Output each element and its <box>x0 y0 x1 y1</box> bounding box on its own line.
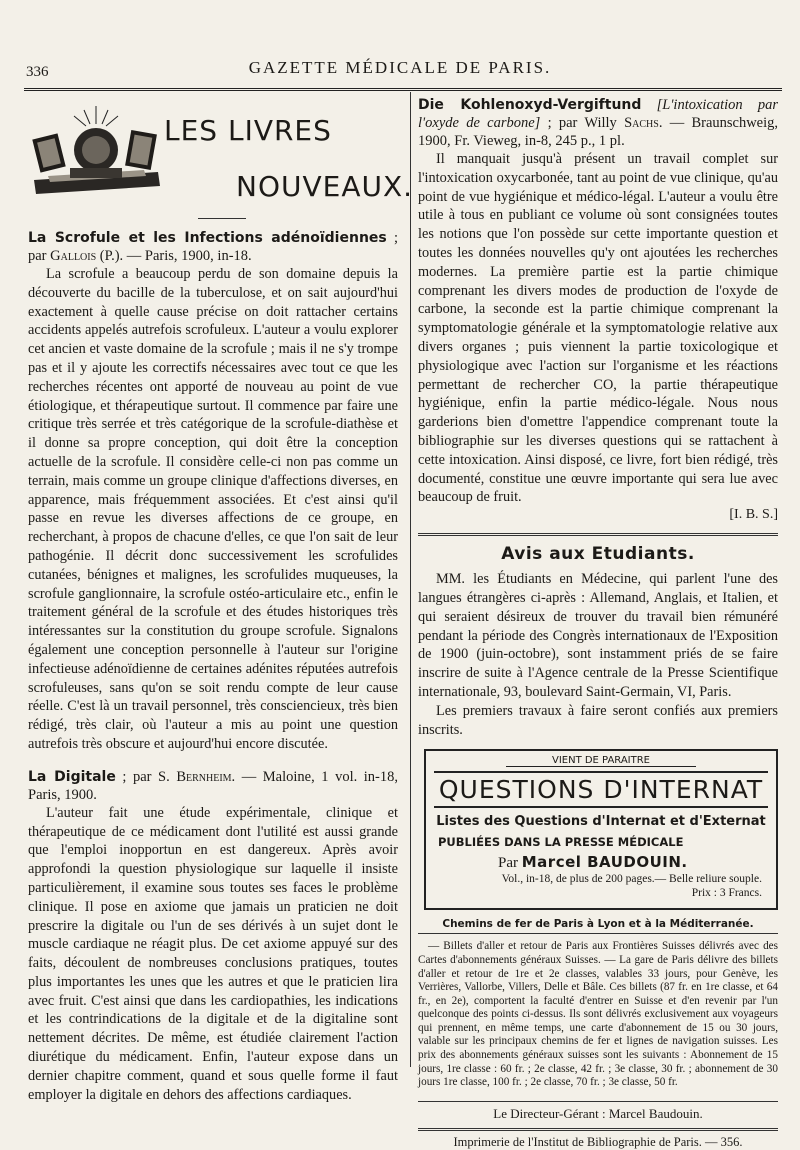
page-number: 336 <box>26 64 49 80</box>
ad-title: QUESTIONS D'INTERNAT <box>434 771 768 808</box>
article-author: Gallois <box>50 248 97 264</box>
article-title-translation: [L'intoxication par l'oxyde de carbone] <box>418 97 779 131</box>
ad-price: Prix : 3 Francs. <box>691 887 762 900</box>
ad-author-prefix: Par <box>498 855 518 872</box>
article-signature: [I. B. S.] <box>729 507 778 523</box>
banner-title-line2: NOUVEAUX. <box>236 170 414 203</box>
ad-kicker: VIENT DE PARAITRE <box>506 755 696 767</box>
ad-subtitle: Listes des Questions d'Internat et d'Externat <box>436 814 766 830</box>
book-advertisement <box>424 749 778 910</box>
ad-author-line <box>498 853 768 872</box>
section-rule <box>418 533 778 536</box>
running-title: GAZETTE MÉDICALE DE PARIS. <box>248 58 552 77</box>
article-title: La Scrofule et les Infections adénoïdiennes <box>28 230 387 246</box>
article-author: Sachs <box>624 115 659 131</box>
article-publication: (P.). — Paris, 1900, in-18. <box>99 248 252 264</box>
article-publication: . — Braunschweig, 1900, Fr. Vieweg, in-8, 245 p., 1 pl. <box>418 115 779 149</box>
section-rule <box>198 218 246 219</box>
notice-body: MM. les Étudiants en Médecine, qui parlent l'une des langues étrangères ci-après : Allemand, Anglais, et Italien, et qui seraient désireux de trouver du travail bien rémunéré pendant la période des Congrès internationaux de l'Exposition de 1900 (juin-octobre), sont instamment priés de se faire inscrire de suite à l'Agence centrale de la Presse Scientifique internationale, 93, boulevard Saint-Germain, VI, Paris. <box>418 571 778 700</box>
imprint-line: Imprimerie de l'Institut de Bibliographie de Paris. — 356. <box>418 1128 778 1150</box>
article-kohlenoxyd-body: Il manquait jusqu'à présent un travail complet sur l'intoxication oxycarbonée, tant au point de vue clinique, qu'au point de vue hygiénique et médico-légal. L'auteur a voulu être utile à tous en publiant ce volume où sont consignées toutes les notions que l'on possède sur cette importante question et toutes les données nouvelles qu'y ont ajoutées les recherches modernes. La première partie est la partie chimique comprenant les divers modes de production de l'oxyde de carbone, la seconde est la partie chimique comprenant la symptomatologie générale et la symptomatologie relative aux divers organes ; puis viennent la partie toxicologique et physiologique avec l'action sur l'organisme et les réactions permettant de rechercher CO, la partie thérapeutique hygiénique, enfin la partie médico-légale. Nous nous garderions bien d'omettre l'appendice comprenant toute la bibliographie sur les diverses questions qui se rattachent à cette intoxication. Ainsi disposé, ce livre, fort bien rédigé, très documenté, constitue une œuvre importante qui sera lue avec beaucoup de fruit. <box>418 151 778 506</box>
ad-details: Vol., in-18, de plus de 200 pages.— Belle reliure souple. <box>501 873 762 886</box>
section-banner <box>28 96 414 206</box>
article-scrofule-body: La scrofule a beaucoup perdu de son domaine depuis la découverte du bacille de la tuberculose, et on sait aujourd'hui exactement à quelle cause précise on doit rattacher certains accidents appelés autrefois scrofuleux. L'auteur a voulu explorer cet ancien et vaste domaine de la scrofule ; mais il ne s'y trompe pas et il y ajoute les correctifs nécessaires avec tout ce que les recherches récentes ont apporté de nouveau au point de vue étiologique, et thérapeutique surtout. Il commence par faire une critique très serrée et très catégorique de la scrofule-diathèse et il donne sa propre conception, qui doit être la conception actuelle de la scrofule. Il considère celle-ci non pas comme un terrain, mais comme un groupe clinique d'affections diverses, en apparence, mais fréquemment associées. Et c'est ainsi qu'il passe en revue les diverses affections de ce groupe, en recherchant, à propos de chacune d'elles, ce que l'on sait de leur pathogénie. Il décrit donc successivement les scrofulides cutanées, bénignes et malignes, les scrofulides muqueuses, la scrofule ganglionnaire, la scrofule ostéo-articulaire etc., enfin le traitement général de la scrofule et des études historiques très intéressantes sur la constitution du groupe scrofule. Signalons également une conception personnelle à l'auteur sur l'origine infectieuse adénoïdienne de certaines adénites réputées autrefois scrofuleuses, sans qu'on se soit rendu compte de leur cause réelle. C'est là un travail personnel, très consciencieux, très bien rédigé, très clair, où l'auteur a mis au point une question autrefois très obscure et aujourd'hui encore discutée. <box>28 266 398 752</box>
ad-author: Marcel BAUDOUIN. <box>521 853 688 872</box>
notice-body-2: Les premiers travaux à faire seront confiés aux premiers inscrits. <box>418 702 778 738</box>
right-column <box>418 96 778 1150</box>
notice-title: Avis aux Etudiants. <box>501 544 695 565</box>
article-title: Die Kohlenoxyd-Vergiftund <box>418 97 642 113</box>
banner-title-line1: LES LIVRES <box>164 114 332 147</box>
article-digitale-body: L'auteur fait une étude expérimentale, clinique et thérapeutique de ce médicament dont l'utilité est aussi grande que l'emploi inopportun en est dangereux. Après avoir approfondi la question physiologique sur laquelle il insiste particulièrement, il examine sous toutes ses faces le problème clinique. Il pose en axiome que jamais un praticien ne doit prescrire la digitale ou l'un de ses dérivés à un sujet dont le muscle cardiaque ne réagit plus. De cet axiome appuyé sur des faits, découlent de nombreuses conclusions pratiques, toutes plus importantes les unes que les autres et que le praticien lira avec fruit. C'est ainsi que dans les cardiopathies, les indications et les contrindications de la digitale et de la digitaline sont nettement décrites. De même, est étudiée clairement l'action diurétique du médicament. Enfin, l'auteur expose dans un dernier chapitre comment, quand et sous quelle forme il faut employer la digitale en dehors des affections cardiaques. <box>28 804 398 1103</box>
left-column <box>28 96 414 1104</box>
article-by: ; par Willy <box>547 115 617 131</box>
ad-published: PUBLIÉES DANS LA PRESSE MÉDICALE <box>438 835 684 850</box>
railway-body: — Billets d'aller et retour de Paris aux Frontières Suisses délivrés avec des Cartes d'abonnements généraux Suisses. — La gare de Paris délivre des billets d'aller et retour de 1re et 2e classes, valables 33 jours, pour Genève, les Verrières, Vallorbe, Villers, Delle et Bâle. Ces billets (87 fr. en 1re classe, et 64 fr., en 2e), comportent la faculté d'entrer en Suisse et d'en revenir par l'un quelconque des points ci-dessus. Ils sont délivrés exclusivement aux voyageurs qui prennent, en même temps, une carte d'abonnement de 15 ou 30 jours, valable sur les principaux chemins de fer et lignes de navigation suisses. Les prix des abonnements généraux suisses sont les suivants : Abonnement de 15 jours, 1re classe : 60 fr. ; 2e classe, 42 fr. ; 3e classe, 30 fr. ; abonnement de 30 jours 1re classe, 100 fr. ; 2e classe, 70 fr. ; 3e classe, 50 fr. <box>418 940 778 1089</box>
article-digitale-heading <box>28 768 398 804</box>
railway-title: Chemins de fer de Paris à Lyon et à la Méditerranée. <box>418 918 778 934</box>
article-author: Bernheim <box>176 768 232 785</box>
article-kohlenoxyd-heading <box>418 96 778 150</box>
article-publication: . — Maloine, 1 vol. in-18, Paris, 1900. <box>28 768 399 803</box>
books-engraving-icon <box>28 102 164 202</box>
article-by: ; par <box>28 230 399 264</box>
director-line: Le Directeur-Gérant : Marcel Baudouin. <box>418 1101 778 1122</box>
article-by: ; par S. <box>122 768 170 785</box>
column-divider <box>410 92 411 1067</box>
article-scrofule-heading <box>28 229 398 265</box>
article-title: La Digitale <box>28 768 116 785</box>
header-rule <box>24 88 782 91</box>
